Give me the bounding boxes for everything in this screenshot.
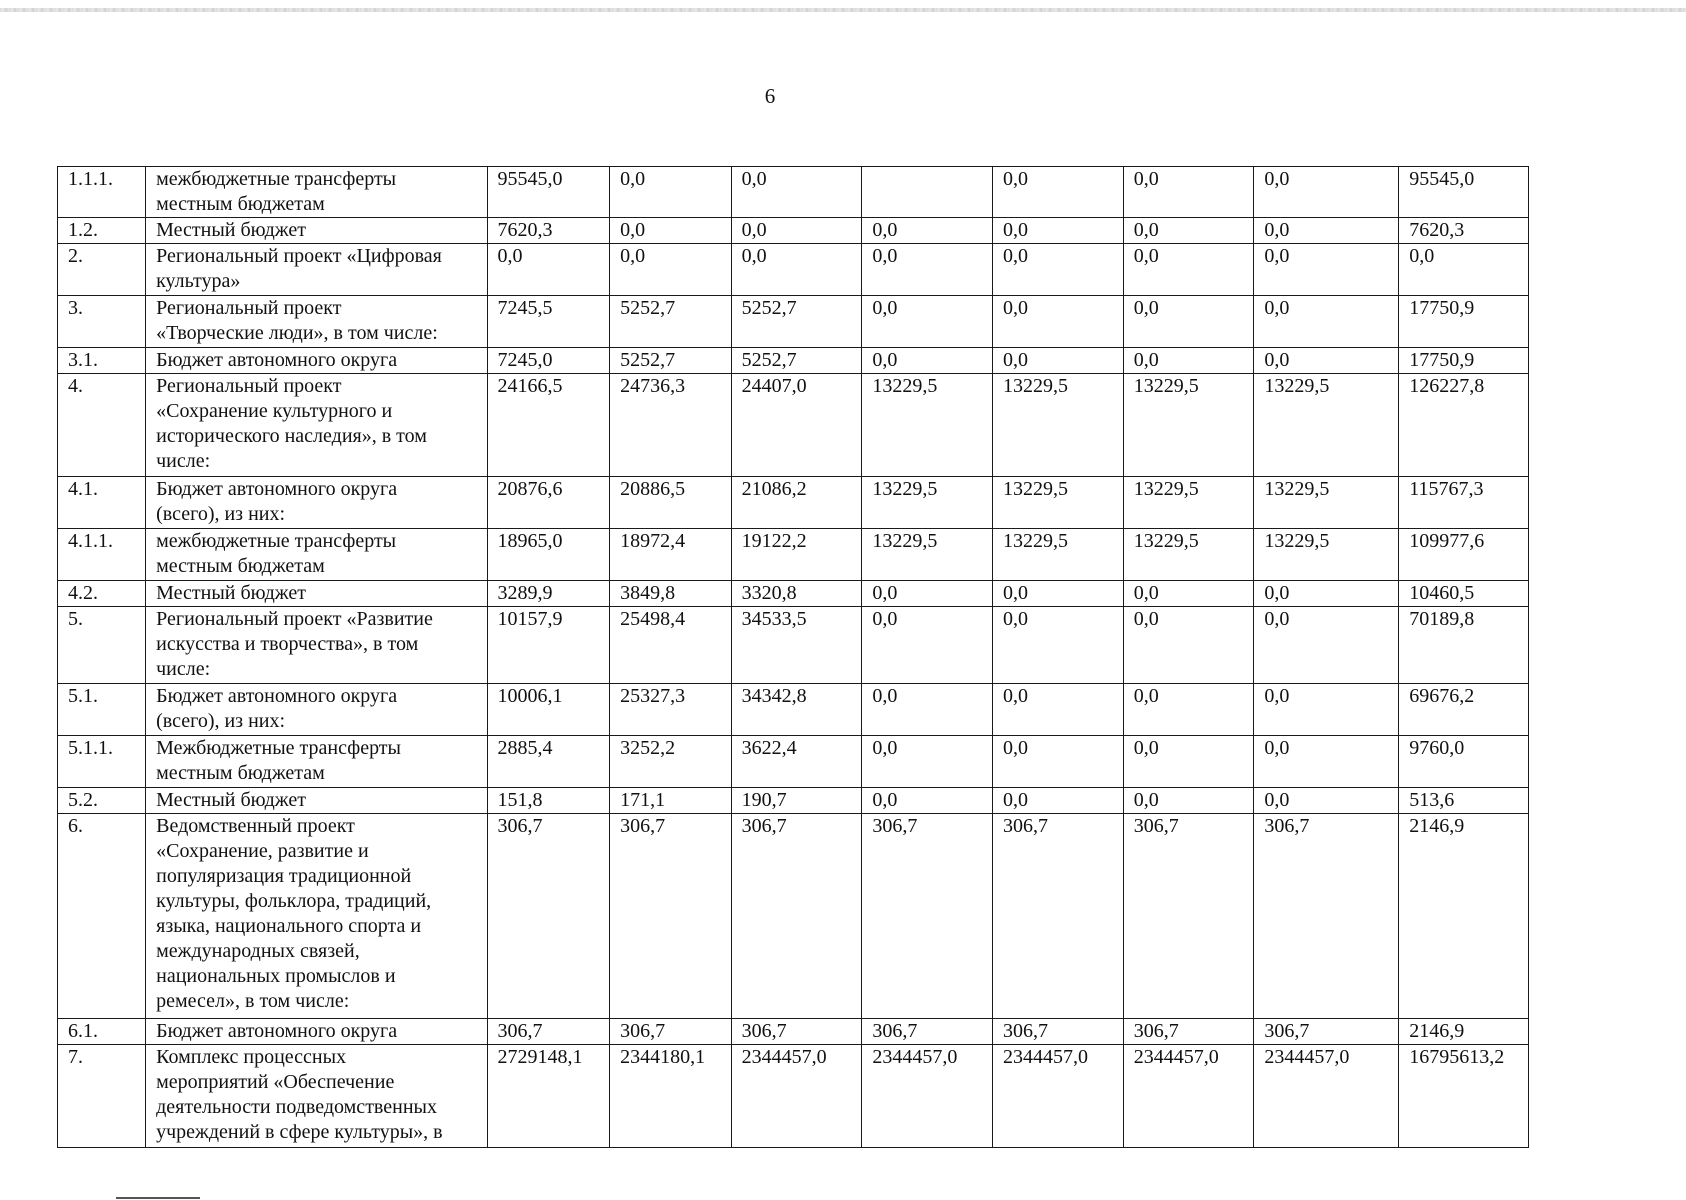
row-name-cell: Местный бюджет — [146, 218, 487, 244]
value-cell: 34533,5 — [731, 607, 862, 684]
total-value-cell: 0,0 — [1399, 244, 1529, 296]
value-cell: 306,7 — [1123, 1019, 1254, 1045]
value-cell: 0,0 — [862, 218, 993, 244]
table-row — [58, 607, 1529, 684]
value-cell: 0,0 — [1123, 684, 1254, 736]
table-row — [58, 374, 1529, 477]
table-row — [58, 814, 1529, 1019]
value-cell: 0,0 — [1123, 607, 1254, 684]
row-name-cell: Региональный проект «Творческие люди», в том числе: — [146, 296, 487, 348]
row-name-cell: Бюджет автономного округа — [146, 348, 487, 374]
total-value-cell: 17750,9 — [1399, 296, 1529, 348]
row-name-cell: Региональный проект «Развитие искусства и творчества», в том числе: — [146, 607, 487, 684]
value-cell: 0,0 — [1123, 244, 1254, 296]
value-cell: 24407,0 — [731, 374, 862, 477]
value-cell: 13229,5 — [1123, 529, 1254, 581]
value-cell: 13229,5 — [1254, 529, 1399, 581]
row-number-cell: 4.1. — [58, 477, 146, 529]
value-cell: 2344457,0 — [862, 1045, 993, 1148]
value-cell: 7245,0 — [487, 348, 610, 374]
row-name-cell: Местный бюджет — [146, 581, 487, 607]
value-cell: 7620,3 — [487, 218, 610, 244]
value-cell: 3849,8 — [610, 581, 732, 607]
value-cell: 0,0 — [1123, 581, 1254, 607]
value-cell: 306,7 — [731, 1019, 862, 1045]
value-cell: 0,0 — [731, 244, 862, 296]
value-cell: 0,0 — [993, 607, 1124, 684]
value-cell: 0,0 — [993, 348, 1124, 374]
value-cell: 0,0 — [862, 296, 993, 348]
value-cell: 3320,8 — [731, 581, 862, 607]
value-cell: 0,0 — [1123, 218, 1254, 244]
scan-edge — [0, 8, 1686, 12]
row-number-cell: 4.2. — [58, 581, 146, 607]
value-cell: 2885,4 — [487, 736, 610, 788]
value-cell: 13229,5 — [862, 477, 993, 529]
value-cell: 0,0 — [610, 218, 732, 244]
value-cell: 0,0 — [862, 348, 993, 374]
value-cell: 151,8 — [487, 788, 610, 814]
value-cell: 0,0 — [1254, 581, 1399, 607]
value-cell: 5252,7 — [610, 348, 732, 374]
value-cell: 306,7 — [1123, 814, 1254, 1019]
value-cell: 2344457,0 — [993, 1045, 1124, 1148]
value-cell: 0,0 — [862, 684, 993, 736]
value-cell: 24166,5 — [487, 374, 610, 477]
row-number-cell: 1.2. — [58, 218, 146, 244]
value-cell: 0,0 — [993, 218, 1124, 244]
row-number-cell: 2. — [58, 244, 146, 296]
value-cell: 5252,7 — [731, 296, 862, 348]
value-cell: 13229,5 — [1123, 374, 1254, 477]
value-cell: 0,0 — [1254, 244, 1399, 296]
value-cell: 13229,5 — [862, 374, 993, 477]
value-cell: 2344180,1 — [610, 1045, 732, 1148]
value-cell: 3289,9 — [487, 581, 610, 607]
value-cell: 5252,7 — [610, 296, 732, 348]
table-row — [58, 1019, 1529, 1045]
row-number-cell: 6. — [58, 814, 146, 1019]
value-cell: 306,7 — [731, 814, 862, 1019]
value-cell: 25327,3 — [610, 684, 732, 736]
value-cell: 2344457,0 — [1254, 1045, 1399, 1148]
value-cell: 0,0 — [1254, 736, 1399, 788]
value-cell: 0,0 — [993, 244, 1124, 296]
value-cell: 5252,7 — [731, 348, 862, 374]
value-cell: 0,0 — [993, 167, 1124, 218]
value-cell: 19122,2 — [731, 529, 862, 581]
value-cell: 0,0 — [1254, 607, 1399, 684]
table-row — [58, 167, 1529, 218]
table-row — [58, 788, 1529, 814]
total-value-cell: 17750,9 — [1399, 348, 1529, 374]
value-cell: 0,0 — [1254, 788, 1399, 814]
value-cell: 0,0 — [487, 244, 610, 296]
value-cell: 306,7 — [1254, 1019, 1399, 1045]
row-name-cell: Местный бюджет — [146, 788, 487, 814]
value-cell: 95545,0 — [487, 167, 610, 218]
row-number-cell: 5.2. — [58, 788, 146, 814]
value-cell: 34342,8 — [731, 684, 862, 736]
row-number-cell: 6.1. — [58, 1019, 146, 1045]
value-cell: 13229,5 — [1254, 477, 1399, 529]
value-cell: 306,7 — [993, 1019, 1124, 1045]
total-value-cell: 126227,8 — [1399, 374, 1529, 477]
row-number-cell: 5. — [58, 607, 146, 684]
value-cell: 0,0 — [993, 581, 1124, 607]
total-value-cell: 513,6 — [1399, 788, 1529, 814]
value-cell: 7245,5 — [487, 296, 610, 348]
row-number-cell: 3.1. — [58, 348, 146, 374]
value-cell: 24736,3 — [610, 374, 732, 477]
row-name-cell: Ведомственный проект «Сохранение, развитие и популяризация традиционной культуры, фольклора, традиций, языка, национального спорта и международных связей, национальных промыслов и ремесел», в том числе: — [146, 814, 487, 1019]
value-cell: 306,7 — [1254, 814, 1399, 1019]
row-number-cell: 7. — [58, 1045, 146, 1148]
value-cell: 171,1 — [610, 788, 732, 814]
value-cell: 13229,5 — [993, 477, 1124, 529]
value-cell: 0,0 — [993, 296, 1124, 348]
value-cell: 0,0 — [1123, 296, 1254, 348]
total-value-cell: 2146,9 — [1399, 814, 1529, 1019]
row-name-cell: Бюджет автономного округа — [146, 1019, 487, 1045]
value-cell: 306,7 — [862, 814, 993, 1019]
value-cell: 0,0 — [1254, 684, 1399, 736]
row-number-cell: 4. — [58, 374, 146, 477]
row-number-cell: 4.1.1. — [58, 529, 146, 581]
value-cell: 0,0 — [993, 684, 1124, 736]
value-cell: 21086,2 — [731, 477, 862, 529]
value-cell: 20876,6 — [487, 477, 610, 529]
value-cell: 0,0 — [862, 581, 993, 607]
row-name-cell: Региональный проект «Сохранение культурного и исторического наследия», в том числе: — [146, 374, 487, 477]
value-cell: 0,0 — [1254, 296, 1399, 348]
table-row — [58, 348, 1529, 374]
row-number-cell: 3. — [58, 296, 146, 348]
row-name-cell: Бюджет автономного округа (всего), из них: — [146, 684, 487, 736]
row-name-cell: Бюджет автономного округа (всего), из них: — [146, 477, 487, 529]
value-cell: 18965,0 — [487, 529, 610, 581]
row-name-cell: Региональный проект «Цифровая культура» — [146, 244, 487, 296]
value-cell: 0,0 — [1123, 167, 1254, 218]
value-cell: 0,0 — [1123, 736, 1254, 788]
table-row — [58, 529, 1529, 581]
total-value-cell: 9760,0 — [1399, 736, 1529, 788]
value-cell: 0,0 — [862, 788, 993, 814]
row-name-cell: Межбюджетные трансферты местным бюджетам — [146, 736, 487, 788]
total-value-cell: 7620,3 — [1399, 218, 1529, 244]
total-value-cell: 115767,3 — [1399, 477, 1529, 529]
table-row — [58, 684, 1529, 736]
value-cell: 13229,5 — [1123, 477, 1254, 529]
value-cell: 10157,9 — [487, 607, 610, 684]
total-value-cell: 10460,5 — [1399, 581, 1529, 607]
value-cell — [862, 167, 993, 218]
value-cell: 306,7 — [862, 1019, 993, 1045]
value-cell: 10006,1 — [487, 684, 610, 736]
value-cell: 0,0 — [1123, 788, 1254, 814]
value-cell: 0,0 — [993, 788, 1124, 814]
table-row — [58, 296, 1529, 348]
value-cell: 306,7 — [610, 814, 732, 1019]
value-cell: 0,0 — [1123, 348, 1254, 374]
value-cell: 20886,5 — [610, 477, 732, 529]
value-cell: 0,0 — [610, 167, 732, 218]
value-cell: 0,0 — [1254, 348, 1399, 374]
total-value-cell: 109977,6 — [1399, 529, 1529, 581]
value-cell: 0,0 — [731, 218, 862, 244]
value-cell: 13229,5 — [993, 374, 1124, 477]
total-value-cell: 95545,0 — [1399, 167, 1529, 218]
total-value-cell: 69676,2 — [1399, 684, 1529, 736]
value-cell: 0,0 — [610, 244, 732, 296]
value-cell: 18972,4 — [610, 529, 732, 581]
table-row — [58, 736, 1529, 788]
table-row — [58, 1045, 1529, 1148]
row-name-cell: межбюджетные трансферты местным бюджетам — [146, 167, 487, 218]
value-cell: 25498,4 — [610, 607, 732, 684]
value-cell: 306,7 — [993, 814, 1124, 1019]
budget-table — [57, 166, 1529, 1148]
row-number-cell: 1.1.1. — [58, 167, 146, 218]
value-cell: 0,0 — [993, 736, 1124, 788]
value-cell: 3252,2 — [610, 736, 732, 788]
table-row — [58, 244, 1529, 296]
value-cell: 0,0 — [862, 607, 993, 684]
value-cell: 0,0 — [1254, 167, 1399, 218]
value-cell: 3622,4 — [731, 736, 862, 788]
table-row — [58, 218, 1529, 244]
row-number-cell: 5.1.1. — [58, 736, 146, 788]
value-cell: 0,0 — [731, 167, 862, 218]
total-value-cell: 70189,8 — [1399, 607, 1529, 684]
value-cell: 306,7 — [610, 1019, 732, 1045]
page-number: 6 — [764, 84, 776, 108]
row-name-cell: межбюджетные трансферты местным бюджетам — [146, 529, 487, 581]
value-cell: 0,0 — [862, 244, 993, 296]
value-cell: 306,7 — [487, 1019, 610, 1045]
value-cell: 13229,5 — [993, 529, 1124, 581]
value-cell: 2729148,1 — [487, 1045, 610, 1148]
total-value-cell: 2146,9 — [1399, 1019, 1529, 1045]
footnote-rule — [116, 1197, 200, 1199]
value-cell: 306,7 — [487, 814, 610, 1019]
value-cell: 0,0 — [1254, 218, 1399, 244]
value-cell: 190,7 — [731, 788, 862, 814]
row-name-cell: Комплекс процессных мероприятий «Обеспечение деятельности подведомственных учреждений в сфере культуры», в — [146, 1045, 487, 1148]
value-cell: 13229,5 — [1254, 374, 1399, 477]
row-number-cell: 5.1. — [58, 684, 146, 736]
table-row — [58, 477, 1529, 529]
value-cell: 0,0 — [862, 736, 993, 788]
total-value-cell: 16795613,2 — [1399, 1045, 1529, 1148]
value-cell: 13229,5 — [862, 529, 993, 581]
value-cell: 2344457,0 — [1123, 1045, 1254, 1148]
value-cell: 2344457,0 — [731, 1045, 862, 1148]
table-row — [58, 581, 1529, 607]
